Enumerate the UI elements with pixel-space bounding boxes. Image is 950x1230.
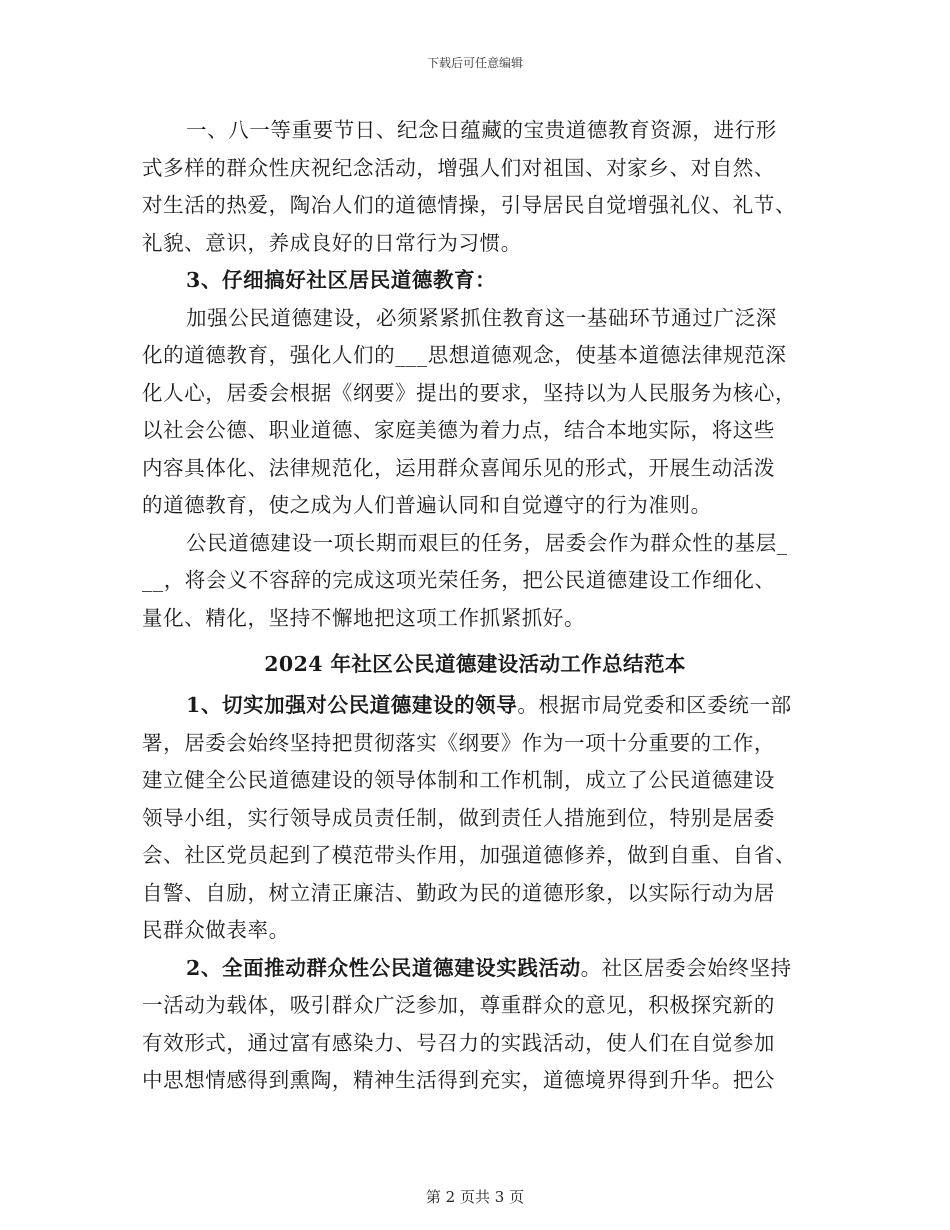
paragraph-line <box>142 687 822 725</box>
paragraph-line: 以社会公德、职业道德、家庭美德为着力点，结合本地实际，将这些 <box>142 418 775 442</box>
paragraph-line: 的道德教育，使之成为人们普遍认同和自觉遵守的行为准则。 <box>142 493 712 517</box>
paragraph-line: 化人心，居委会根据《纲要》提出的要求，坚持以为人民服务为核心， <box>142 380 797 405</box>
paragraph-line: 公民道德建设一项长期而艰巨的任务，居委会作为群众性的基层_ <box>186 530 788 555</box>
paragraph-line: 量化、精化，坚持不懈地把这项工作抓紧抓好。 <box>142 605 586 630</box>
paragraph-line: 加强公民道德建设，必须紧紧抓住教育这一基础环节通过广泛深 <box>186 305 777 330</box>
paragraph-line: 一活动为载体，吸引群众广泛参加，尊重群众的意见，积极探究新的 <box>142 993 775 1017</box>
page-header: 下载后可任意编辑 <box>426 56 523 70</box>
paragraph-line: 署，居委会始终坚持把贯彻落实《纲要》作为一项十分重要的工作， <box>142 730 775 755</box>
paragraph-line: 中思想情感得到熏陶，精神生活得到充实，道德境界得到升华。把公 <box>142 1068 775 1092</box>
section-heading: 3、仔细搞好社区居民道德教育： <box>186 268 497 292</box>
paragraph-line: 礼貌、意识，养成良好的日常行为习惯。 <box>142 230 522 255</box>
paragraph-line: 有效形式，通过富有感染力、号召力的实践活动，使人们在自觉参加 <box>142 1030 775 1055</box>
lead-heading: 1、切实加强对公民道德建设的领导 <box>186 693 518 717</box>
paragraph-line <box>142 950 822 988</box>
paragraph-line: 内容具体化、法律规范化，运用群众喜闻乐见的形式，开展生动活泼 <box>142 455 775 480</box>
paragraph-line: 对生活的热爱，陶冶人们的道德情操，引导居民自觉增强礼仪、礼节、 <box>142 193 797 217</box>
lead-text: 。社区居委会始终坚持 <box>580 955 792 980</box>
document-title: 2024 年社区公民道德建设活动工作总结范本 <box>264 652 686 676</box>
paragraph-line: 自警、自励，树立清正廉洁、勤政为民的道德形象，以实际行动为居 <box>142 880 775 905</box>
paragraph-line: __，将会义不容辞的完成这项光荣任务，把公民道德建设工作细化、 <box>142 568 776 592</box>
paragraph-line: 建立健全公民道德建设的领导体制和工作机制，成立了公民道德建设 <box>142 768 775 792</box>
lead-text: 。根据市局党委和区委统一部 <box>517 693 792 717</box>
lead-heading: 2、全面推动群众性公民道德建设实践活动 <box>186 955 581 980</box>
paragraph-line: 会、社区党员起到了模范带头作用，加强道德修养，做到自重、自省、 <box>142 843 797 867</box>
page-footer: 第 2 页共 3 页 <box>425 1188 525 1206</box>
paragraph-line: 化的道德教育，强化人们的___思想道德观念，使基本道德法律规范深 <box>142 343 787 367</box>
document-body <box>142 112 822 1100</box>
paragraph-line: 式多样的群众性庆祝纪念活动，增强人们对祖国、对家乡、对自然、 <box>142 155 775 180</box>
paragraph-line: 领导小组，实行领导成员责任制，做到责任人措施到位，特别是居委 <box>142 805 775 830</box>
paragraph-line: 一、八一等重要节日、纪念日蕴藏的宝贵道德教育资源，进行形 <box>186 118 777 142</box>
paragraph-line: 民群众做表率。 <box>142 918 290 942</box>
